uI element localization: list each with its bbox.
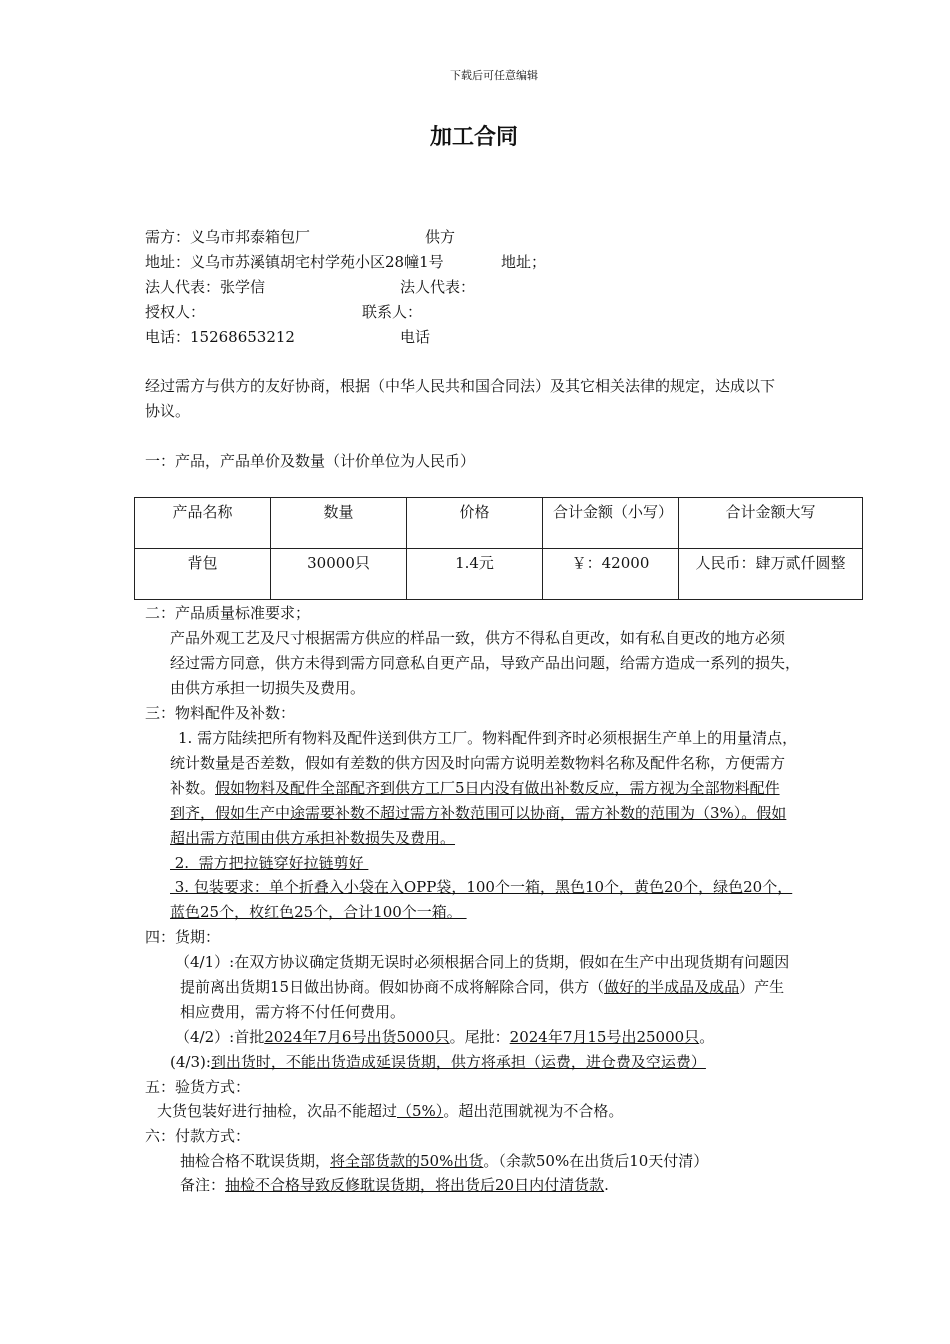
text-segment: 。（余款50%在出货后10天付清） — [483, 1152, 709, 1170]
text-segment: 。 — [699, 1028, 715, 1046]
supplier-address: 地址； — [501, 253, 547, 271]
header-note: 下载后可任意编辑 — [450, 69, 538, 82]
section1-heading: 一：产品，产品单价及数量（计价单位为人民币） — [145, 452, 476, 470]
text-segment: 提前离出货期15日做出协商。假如协商不成将解除合同，供方（ — [180, 978, 605, 996]
section2-line: 产品外观工艺及尺寸根据需方供应的样品一致，供方不得私自更改，如有私自更改的地方必须 — [170, 629, 786, 647]
buyer-line: 需方：义乌市邦泰箱包厂 — [145, 228, 311, 246]
section4-line — [180, 977, 784, 997]
table-header-cell: 合计金额（小写） — [543, 498, 679, 549]
section3-line: 超出需方范围由供方承担补数损失及费用。 — [170, 829, 456, 847]
underlined-clause: 将全部货款的50%出货 — [330, 1152, 484, 1170]
buyer-phone: 电话：15268653212 — [145, 328, 295, 346]
table-cell: 1.4元 — [407, 549, 543, 600]
section5-line — [157, 1101, 623, 1121]
table-row — [135, 549, 863, 600]
text-segment: 补数。 — [170, 779, 216, 797]
text-segment: (4/3): — [170, 1053, 211, 1071]
section4-heading: 四：货期： — [145, 928, 221, 946]
text-segment: . — [604, 1176, 609, 1194]
section6-line — [180, 1175, 609, 1195]
supplier-legal-rep: 法人代表： — [400, 278, 476, 296]
product-table — [134, 497, 863, 600]
document-title: 加工合同 — [430, 125, 519, 150]
text-segment: ）产生 — [739, 978, 785, 996]
authorized-person: 授权人： — [145, 303, 206, 321]
supplier-label: 供方 — [425, 228, 456, 246]
text-segment: 备注： — [180, 1176, 226, 1194]
section3-line: 蓝色25个，枚红色25个，合计100个一箱。 — [170, 903, 467, 921]
text-segment: 大货包装好进行抽检，次品不能超过 — [157, 1102, 398, 1120]
intro-line-1: 经过需方与供方的友好协商，根据（中华人民共和国合同法）及其它相关法律的规定，达成以下 — [145, 377, 776, 395]
section2-line: 由供方承担一切损失及费用。 — [170, 679, 366, 697]
section4-line — [170, 1052, 706, 1072]
table-header-row — [135, 498, 863, 549]
text-segment: 。尾批： — [449, 1028, 510, 1046]
section3-line: 1. 需方陆续把所有物料及配件送到供方工厂。物料配件到齐时必须根据生产单上的用量清点， — [178, 729, 798, 747]
section4-line: 相应费用，需方将不付任何费用。 — [180, 1003, 406, 1021]
section4-line: （4/1）:在双方协议确定货期无误时必须根据合同上的货期，假如在生产中出现货期有问题因 — [175, 953, 790, 971]
legal-rep: 法人代表：张学信 — [145, 278, 266, 296]
section3-heading: 三：物料配件及补数： — [145, 704, 296, 722]
section3-line — [170, 778, 780, 798]
underlined-clause: 2024年7月15号出25000只 — [509, 1028, 700, 1046]
underlined-clause: 做好的半成品及成品 — [604, 978, 740, 996]
text-segment: 。超出范围就视为不合格。 — [443, 1102, 624, 1120]
table-cell: 背包 — [135, 549, 271, 600]
underlined-clause: （5%） — [397, 1102, 444, 1120]
underlined-clause: 2024年7月6号出货5000只 — [264, 1028, 450, 1046]
table-header-cell: 合计金额大写 — [679, 498, 863, 549]
text-segment: （4/2）:首批 — [175, 1028, 265, 1046]
section6-line — [180, 1151, 708, 1171]
intro-line-2: 协议。 — [145, 402, 191, 420]
table-header-cell: 产品名称 — [135, 498, 271, 549]
section3-line: 统计数量是否差数，假如有差数的供方因及时向需方说明差数物料名称及配件名称，方便需方 — [170, 754, 786, 772]
section3-line: 2. 需方把拉链穿好拉链剪好 — [170, 854, 369, 872]
section2-line: 经过需方同意，供方未得到需方同意私自更产品，导致产品出问题，给需方造成一系列的损失， — [170, 654, 801, 672]
table-cell: ￥：42000 — [543, 549, 679, 600]
contact-person: 联系人： — [362, 303, 423, 321]
text-segment: 抽检合格不耽误货期， — [180, 1152, 331, 1170]
underlined-clause: 抽检不合格导致反修耽误货期，将出货后20日内付清货款 — [225, 1176, 605, 1194]
table-cell: 人民币：肆万贰仟圆整 — [679, 549, 863, 600]
supplier-phone: 电话 — [400, 328, 431, 346]
address-line: 地址：义乌市苏溪镇胡宅村学苑小区28幢1号 — [145, 253, 444, 271]
table-header-cell: 数量 — [271, 498, 407, 549]
table-header-cell: 价格 — [407, 498, 543, 549]
section2-heading: 二：产品质量标准要求； — [145, 604, 311, 622]
table-cell: 30000只 — [271, 549, 407, 600]
section4-line — [175, 1027, 714, 1047]
underlined-clause: 假如物料及配件全部配齐到供方工厂5日内没有做出补数反应，需方视为全部物料配件 — [215, 779, 780, 797]
underlined-clause: 到出货时，不能出货造成延误货期，供方将承担（运费，进仓费及空运费） — [210, 1053, 706, 1071]
section6-heading: 六：付款方式： — [145, 1127, 251, 1145]
section3-line: 3. 包装要求：单个折叠入小袋在入OPP袋，100个一箱，黑色10个，黄色20个，绿色20个， — [170, 878, 793, 896]
section3-line: 到齐，假如生产中途需要补数不超过需方补数范围可以协商，需方补数的范围为（3%）。假如 — [170, 804, 787, 822]
section5-heading: 五：验货方式： — [145, 1078, 251, 1096]
